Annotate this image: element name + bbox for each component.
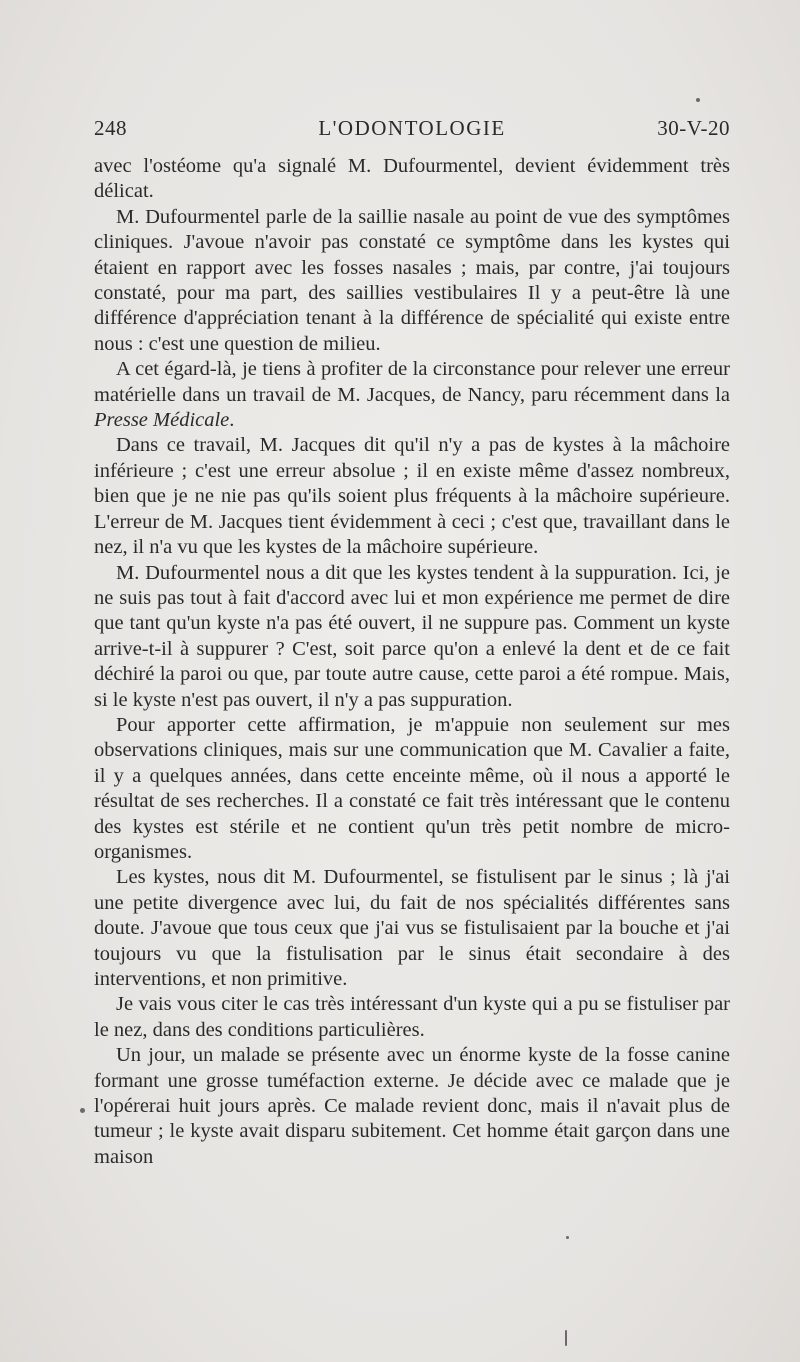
paragraph: Un jour, un malade se présente avec un énorme kyste de la fosse canine formant une grosse tuméfaction externe. Je décide avec ce malade que je l'opérerai huit jours après. Ce malade revient donc, mais il n'avait plus de tumeur ; le kyste avait disparu subitement. Cet homme était garçon dans une maison xyxy=(94,1044,730,1168)
ink-speck xyxy=(80,1108,85,1113)
paragraph-text: A cet égard-là, je tiens à profiter de la circonstance pour relever une erreur matérielle dans un travail de M. Jacques, de Nancy, paru récemment dans la xyxy=(94,358,730,406)
paragraph: M. Dufourmentel parle de la saillie nasale au point de vue des symptômes cliniques. J'avoue n'avoir pas constaté ce symptôme dans les kystes qui étaient en rapport avec les fosses nasales ; mais, par contre, j'ai toujours constaté, pour ma part, des saillies vestibulaires Il y a peut-être là une différence d'appréciation tenant à la différence de spécialité qui existe entre nous : c'est une question de milieu. xyxy=(94,205,730,355)
journal-title: L'ODONTOLOGIE xyxy=(318,116,506,140)
paragraph: avec l'ostéome qu'a signalé M. Dufourmentel, devient évidemment très délicat. xyxy=(94,155,730,203)
paragraph: Les kystes, nous dit M. Dufourmentel, se fistulisent par le sinus ; là j'ai une petite divergence avec lui, du fait de nos spécialités différentes sans doute. J'avoue que tous ceux que j'ai vus se fistulisaient par la bouche et j'ai toujours vu que la fistulisation par le sinus était secondaire à des interventions, et non primitive. xyxy=(94,866,730,990)
paragraph: Je vais vous citer le cas très intéressant d'un kyste qui a pu se fistuliser par le nez, dans des conditions particulières. xyxy=(94,993,730,1041)
issue-date: 30-V-20 xyxy=(657,116,730,140)
ink-speck xyxy=(566,1236,569,1239)
page-number: 248 xyxy=(94,116,127,140)
journal-citation: Presse Médicale xyxy=(94,409,230,432)
article-body xyxy=(94,154,730,1170)
paragraph: M. Dufourmentel nous a dit que les kystes tendent à la suppuration. Ici, je ne suis pas tout à fait d'accord avec lui et mon expérience me permet de dire que tant qu'un kyste n'a pas été ouvert, il ne suppure pas. Comment un kyste arrive-t-il à suppurer ? C'est, soit parce qu'on a enlevé la dent et de ce fait déchiré la paroi ou que, par toute autre cause, cette paroi a été rompue. Mais, si le kyste n'est pas ouvert, il n'y a pas suppuration. xyxy=(94,561,730,711)
ink-speck xyxy=(696,98,700,102)
paragraph xyxy=(94,357,730,433)
citation-period: . xyxy=(229,409,235,432)
running-header xyxy=(94,116,730,148)
ink-speck xyxy=(565,1330,567,1346)
paragraph: Pour apporter cette affirmation, je m'appuie non seulement sur mes observations cliniques, mais sur une communication que M. Cavalier a faite, il y a quelques années, dans cette enceinte même, où il nous a apporté le résultat de ses recherches. Il a constaté ce fait très intéressant que le contenu des kystes est stérile et ne contient qu'un très petit nombre de micro-organismes. xyxy=(94,713,730,863)
paragraph: Dans ce travail, M. Jacques dit qu'il n'y a pas de kystes à la mâchoire inférieure ; c'est une erreur absolue ; il en existe même d'assez nombreux, bien que je ne nie pas qu'ils soient plus fréquents à la mâchoire supérieure. L'erreur de M. Jacques tient évidemment à ceci ; c'est que, travaillant dans le nez, il n'a vu que les kystes de la mâchoire supérieure. xyxy=(94,434,730,559)
